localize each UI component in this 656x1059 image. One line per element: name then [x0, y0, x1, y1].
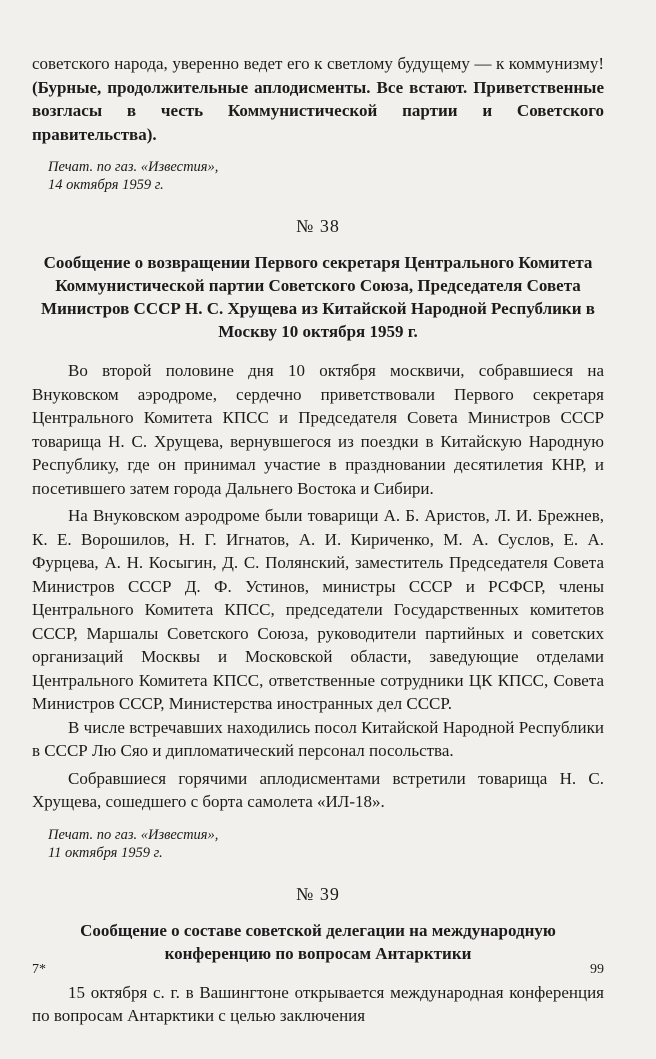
document-number-38: № 38	[296, 216, 340, 236]
doc-38-paragraph-4: Собравшиеся горячими аплодисментами встретили товарища Н. С. Хрущева, сошедшего с борта самолета «ИЛ-18».	[32, 768, 604, 811]
document-number-39: № 39	[296, 883, 340, 904]
doc-38-paragraph-1: Во второй половине дня 10 октября москвичи, собравшиеся на Внуковском аэродроме, сердечно приветствовали Первого секретаря Центрального Комитета КПСС и Председателя Совета Министров СССР товарища Н. С. Хрущева, вернувшегося из поездки в Китайскую Народную Республику, где он принимал участие в праздновании десятилетия КНР, и посетившего затем города Дальнего Востока и Сибири.	[32, 361, 604, 498]
page-number: 99	[590, 962, 604, 977]
document-38-title: Сообщение о возвращении Первого секретаря Центрального Комитета Коммунистической партии Советского Союза, Председателя Совета Министров СССР Н. С. Хрущева из Китайской Народной Республики в Москву 10 октября 1959 г.	[41, 253, 595, 341]
source-1-line-2: 14 октября 1959 г.	[48, 177, 164, 193]
doc-39-paragraph-1: 15 октября с. г. в Вашингтоне открывается международная конференция по вопросам Антарктики с целью заключения	[32, 982, 604, 1025]
source-citation-2	[48, 826, 604, 862]
source-2-line-2: 11 октября 1959 г.	[48, 844, 163, 861]
signature-mark: 7*	[32, 962, 46, 977]
doc-38-paragraph-3: В числе встречавших находились посол Китайской Народной Республики в СССР Лю Сяо и дипломатический персонал посольства.	[32, 717, 604, 760]
source-citation-1	[48, 158, 604, 194]
doc-38-paragraph-2: На Внуковском аэродроме были товарищи А. Б. Аристов, Л. И. Брежнев, К. Е. Ворошилов, Н. Г. Игнатов, А. И. Кириченко, М. А. Суслов, Е. А. Фурцева, А. Н. Косыгин, Д. С. Полянский, заместитель Председателя Совета Министров СССР Д. Ф. Устинов, министры СССР и РСФСР, члены Центрального Комитета КПСС, председатели Государственных комитетов СССР, Маршалы Советского Союза, руководители партийных и советских организаций Москвы и Московской области, заведующие отделами Центрального Комитета КПСС, ответственные сотрудники ЦК КПСС, Совета Министров СССР, Министерства иностранных дел СССР.	[32, 506, 604, 713]
intro-paragraph	[32, 52, 604, 146]
source-2-line-1: Печат. по газ. «Известия»,	[48, 826, 219, 843]
source-1-line-1: Печат. по газ. «Известия»,	[48, 159, 219, 175]
document-39-title: Сообщение о составе советской делегации на международную конференцию по вопросам Антарктики	[80, 920, 556, 963]
intro-plain-text: советского народа, уверенно ведет его к светлому будущему — к коммунизму!	[32, 54, 604, 73]
intro-bold-remark: (Бурные, продолжительные аплодисменты. Все встают. Приветственные возгласы в честь Коммунистической партии и Советского правительства).	[32, 77, 604, 144]
